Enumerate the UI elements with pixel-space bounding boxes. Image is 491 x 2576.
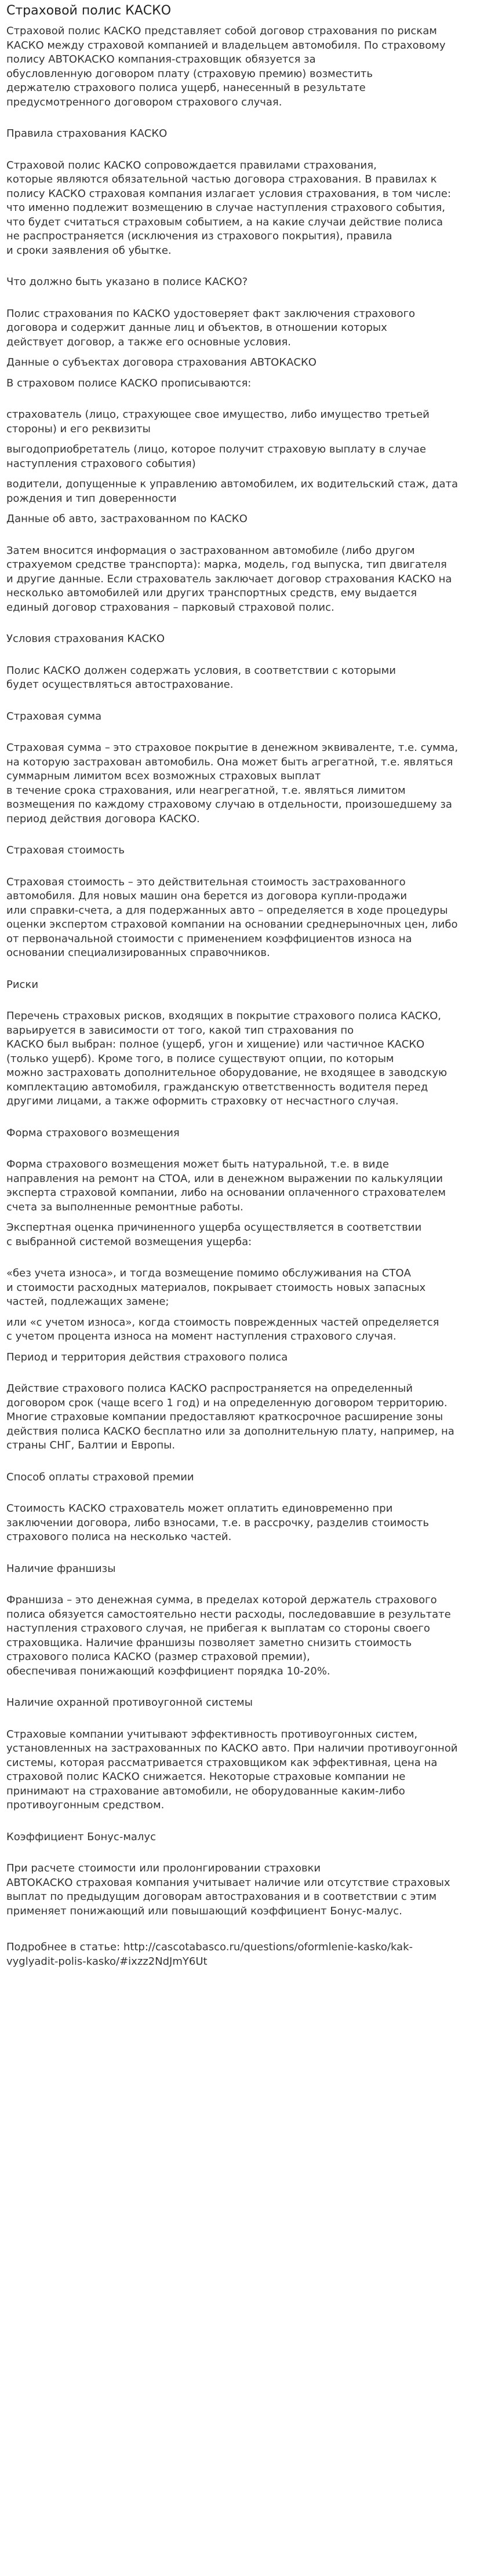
- section-heading-bonus-malus: Коэффициент Бонус-малус: [6, 1830, 156, 1843]
- bonus-malus-paragraph: При расчете стоимости или пролонгировании страховки АВТОКАСКО страховая компания учитывает наличие или отсутствие страховых выплат по предыдущим договорам автострахования и в соответствии с этим применяет понижающий или повышающий коэффициент Бонус-малус.: [6, 1862, 450, 1917]
- section-heading-risks: Риски: [6, 978, 39, 991]
- subjects-subheading: Данные о субъектах договора страхования АВТОКАСКО: [6, 356, 317, 368]
- risks-paragraph: Перечень страховых рисков, входящих в покрытие страхового полиса КАСКО, варьируется в зависимости от того, какой тип страхования по КАСКО был выбран: полное (ущерб, угон и хищение) или частичное КАСКО (только ущерб). Кроме того, в полисе существуют опции, по которым можно застраховать дополнительное оборудование, не входящее в заводскую комплектацию автомобиля, гражданскую ответственность водителя перед другими лицами, а также оформить страховку от несчастного случая.: [6, 1010, 448, 1107]
- section-heading-policy-contents: Что должно быть указано в полисе КАСКО?: [6, 276, 248, 288]
- anti-theft-paragraph: Страховые компании учитывают эффективность противоугонных систем, установленных на застрахованных по КАСКО авто. При наличии противоугонной системы, которая рассматривается страховщиком как эффективная, цена на страховой полис КАСКО снижается. Некоторые страховые компании не принимают на страхование автомобили, не оборудованные каким-либо противоугонным средством.: [6, 1728, 458, 1811]
- conditions-paragraph: Полис КАСКО должен содержать условия, в соответствии с которыми будет осуществляться автострахование.: [6, 664, 396, 691]
- insured-sum-paragraph: Страховая сумма – это страховое покрытие в денежном эквиваленте, т.е. сумма, на которую застрахован автомобиль. Она может быть агрегатной, т.е. являться суммарным лимитом всех возможных страховых выплат в течение срока страхования, или неагрегатной, т.е. являться лимитом возмещения по каждому страховому случаю в отдельности, произошедшему за период действия договора КАСКО.: [6, 742, 459, 825]
- list-item-policyholder: страхователь (лицо, страхующее свое имущество, либо имущество третьей стороны) и его реквизиты: [6, 408, 430, 435]
- compensation-form-paragraph: Форма страхового возмещения может быть натуральной, т.е. в виде направления на ремонт на СТОА, или в денежном выражении по калькуляции эксперта страховой компании, либо на основании оплаченного страхователем счета за выполненные ремонтные работы.: [6, 1158, 446, 1213]
- damage-assessment-paragraph: Экспертная оценка причиненного ущерба осуществляется в соответствии с выбранной системой возмещения ущерба:: [6, 1221, 422, 1248]
- deductible-paragraph: Франшиза – это денежная сумма, в пределах которой держатель страхового полиса обязуется самостоятельно нести расходы, последовавшие в результате наступления страхового случая, не прибегая к выплатам со стороны своего страховщика. Наличие франшизы позволяет заметно снизить стоимость страхового полиса КАСКО (размер страховой премии), обеспечивая понижающий коэффициент порядка 10-20%.: [6, 1594, 451, 1677]
- policy-lists-intro: В страховом полисе КАСКО прописываются:: [6, 377, 252, 389]
- page-title: Страховой полис КАСКО: [6, 3, 172, 18]
- list-item-with-wear: или «с учетом износа», когда стоимость поврежденных частей определяется с учетом процента износа на момент наступления страхового случая.: [6, 1316, 439, 1342]
- section-heading-period-territory: Период и территория действия страхового полиса: [6, 1351, 288, 1363]
- section-heading-conditions: Условия страхования КАСКО: [6, 633, 165, 645]
- intro-paragraph: Страховой полис КАСКО представляет собой договор страхования по рискам КАСКО между страховой компанией и владельцем автомобиля. По страховому полису АВТОКАСКО компания-страховщик обязуется за обусловленную договором плату (страховую премию) возместить держателю страхового полиса ущерб, нанесенный в результате предусмотренного договором страхового случая.: [6, 25, 446, 108]
- section-heading-compensation-form: Форма страхового возмещения: [6, 1126, 180, 1139]
- section-heading-payment-method: Способ оплаты страховой премии: [6, 1471, 194, 1483]
- policy-contents-paragraph: Полис страхования по КАСКО удостоверяет факт заключения страхового договора и содержит данные лиц и объектов, в отношении которых действует договор, а также его основные условия.: [6, 307, 416, 348]
- list-item-beneficiary: выгодоприобретатель (лицо, которое получит страховую выплату в случае наступления страхового события): [6, 443, 426, 470]
- source-link[interactable]: Подробнее в статье: http://cascotabasco.ru/questions/oformlenie-kasko/kak- vyglyadit-polis-kasko/#ixzz2NdJmY6Ut: [6, 1941, 413, 1968]
- rules-paragraph: Страховой полис КАСКО сопровождается правилами страхования, которые являются обязательной частью договора страхования. В правилах к полису КАСКО страховая компания излагает условия страхования, в том числе: что именно подлежит возмещению в случае наступления страхового события, что будет считаться страховым событием, а на какие случаи действие полиса не распространяется (исключения из страхового покрытия), правила и сроки заявления об убытке.: [6, 159, 451, 257]
- insured-value-paragraph: Страховая стоимость – это действительная стоимость застрахованного автомобиля. Для новых машин она берется из договора купли-продажи или справки-счета, а для подержанных авто – определяется в ходе процедуры оценки экспертом страховой компании на основании среднерыночных цен, либо от первоначальной стоимости с применением коэффициентов износа на основании специализированных справочников.: [6, 875, 458, 959]
- section-heading-insured-value: Страховая стоимость: [6, 844, 125, 856]
- vehicle-data-subheading: Данные об авто, застрахованном по КАСКО: [6, 513, 248, 525]
- period-territory-paragraph: Действие страхового полиса КАСКО распространяется на определенный договором срок (чаще всего 1 год) и на определенную договором территорию. Многие страховые компании предоставляют краткосрочное расширение зоны действия полиса КАСКО бесплатно или за дополнительную плату, например, на страны СНГ, Балтии и Европы.: [6, 1382, 454, 1451]
- section-heading-deductible: Наличие франшизы: [6, 1562, 116, 1575]
- section-heading-insured-sum: Страховая сумма: [6, 710, 102, 723]
- vehicle-data-paragraph: Затем вносится информация о застрахованном автомобиле (либо другом страхуемом средстве транспорта): марка, модель, год выпуска, тип двигателя и другие данные. Если страхователь заключает договор страхования КАСКО на несколько автомобилей или других транспортных средств, ему выдается единый договор страхования – парковый страховой полис.: [6, 544, 452, 614]
- list-item-drivers: водители, допущенные к управлению автомобилем, их водительский стаж, дата рождения и тип доверенности: [6, 478, 459, 505]
- section-heading-rules: Правила страхования КАСКО: [6, 127, 168, 140]
- section-heading-anti-theft: Наличие охранной противоугонной системы: [6, 1696, 253, 1709]
- list-item-without-wear: «без учета износа», и тогда возмещение помимо обслуживания на СТОА и стоимости расходных материалов, покрывает стоимость новых запасных частей, подлежащих замене;: [6, 1267, 426, 1308]
- payment-method-paragraph: Стоимость КАСКО страхователь может оплатить единовременно при заключении договора, либо взносами, т.е. в рассрочку, разделив стоимость страхового полиса на несколько частей.: [6, 1502, 429, 1543]
